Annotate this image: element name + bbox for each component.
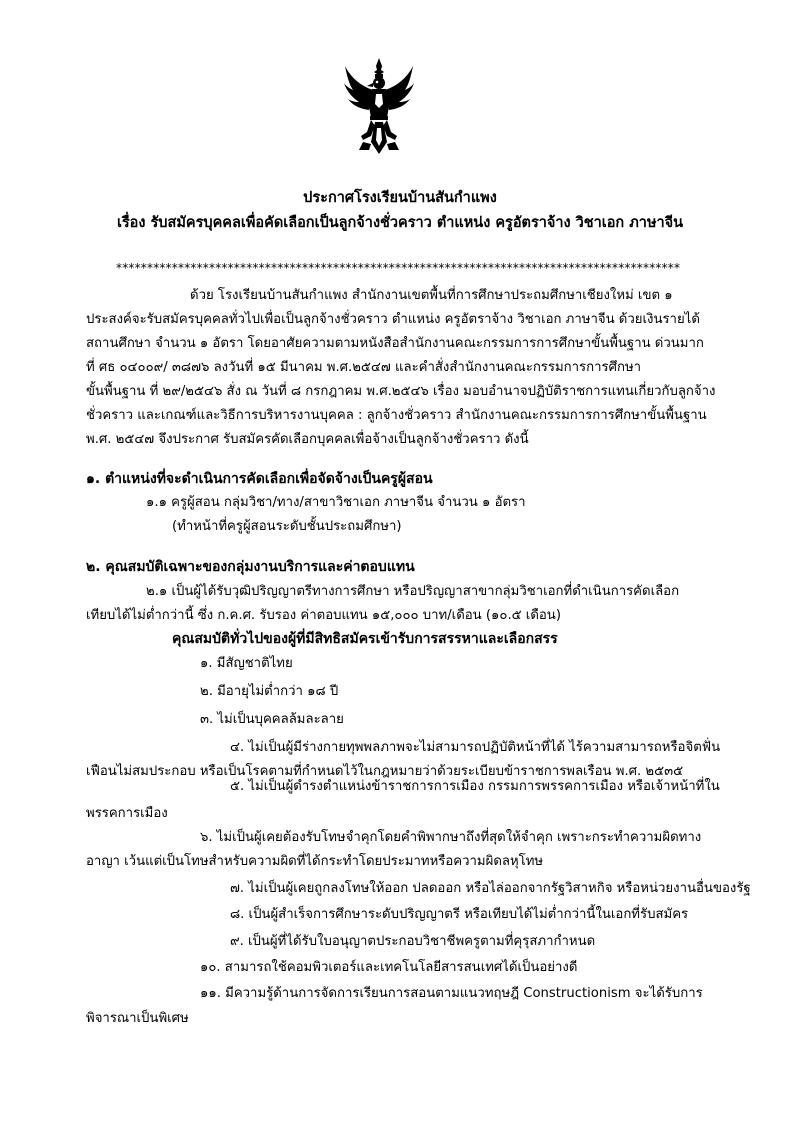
qualification-item: ๑๐. สามารถใช้คอมพิวเตอร์และเทคโนโลยีสารสนเทศได้เป็นอย่างดี [200,960,578,975]
qualification-item: ๔. ไม่เป็นผู้มีร่างกายทุพพลภาพจะไม่สามารถปฏิบัติหน้าที่ได้ ไร้ความสามารถหรือจิตฟั่น [230,740,721,755]
section-2-item: ๒.๑ เป็นผู้ได้รับวุฒิปริญญาตรีทางการศึกษา หรือปริญญาสาขากลุ่มวิชาเอกที่ดำเนินการคัดเลือก [146,584,680,599]
intro-line: ประสงค์จะรับสมัครบุคคลทั่วไปเพื่อเป็นลูกจ้างชั่วคราว ตำแหน่ง ครูอัตราจ้าง วิชาเอก ภาษาจีน ด้วยเงินรายได้ [86,312,700,327]
separator-line: ******************************************************************************************* [116,261,681,275]
qualification-item: ๗. ไม่เป็นผู้เคยถูกลงโทษให้ออก ปลดออก หรือไล่ออกจากรัฐวิสาหกิจ หรือหน่วยงานอื่นของรัฐ [230,881,751,896]
qualification-item: ๘. เป็นผู้สำเร็จการศึกษาระดับปริญญาตรี หรือเทียบได้ไม่ต่ำกว่านี้ในเอกที่รับสมัคร [230,907,689,922]
qualification-item: ๒. มีอายุไม่ต่ำกว่า ๑๘ ปี [200,684,339,699]
page-title: ประกาศโรงเรียนบ้านสันกำแพง [303,190,497,206]
qualification-item: พรรคการเมือง [86,806,168,821]
intro-line: ที่ ศธ ๐๔๐๐๙/ ๓๘๗๖ ลงวันที่ ๑๕ มีนาคม พ.ศ.๒๕๔๗ และคำสั่งสำนักงานคณะกรรมการการศึกษา [86,360,642,375]
intro-line: ด้วย โรงเรียนบ้านสันกำแพง สำนักงานเขตพื้นที่การศึกษาประถมศึกษาเชียงใหม่ เขต ๑ [190,288,673,303]
qualification-item: ๕. ไม่เป็นผู้ดำรงตำแหน่งข้าราชการการเมือง กรรมการพรรคการเมือง หรือเจ้าหน้าที่ใน [230,779,720,794]
qualification-item: เฟือนไม่สมประกอบ หรือเป็นโรคตามที่กำหนดไว้ในกฎหมายว่าด้วยระเบียบข้าราชการพลเรือน พ.ศ. ๒๕๓๕ [86,764,684,779]
intro-line: ชั่วคราว และเกณฑ์และวิธีการบริหารงานบุคคล : ลูกจ้างชั่วคราว สำนักงานคณะกรรมการการศึกษาขั้นพื้นฐาน [86,408,707,423]
qualification-item: ๖. ไม่เป็นผู้เคยต้องรับโทษจำคุกโดยคำพิพากษาถึงที่สุดให้จำคุก เพราะกระทำความผิดทาง [200,830,702,845]
intro-line: พ.ศ. ๒๕๔๗ จึงประกาศ รับสมัครคัดเลือกบุคคลเพื่อจ้างเป็นลูกจ้างชั่วคราว ดังนี้ [86,432,529,447]
section-1-note: (ทำหน้าที่ครูผู้สอนระดับชั้นประถมศึกษา) [172,519,402,534]
qualification-item: อาญา เว้นแต่เป็นโทษสำหรับความผิดที่ได้กระทำโดยประมาทหรือความผิดลหุโทษ [86,854,544,869]
intro-line: ขั้นพื้นฐาน ที่ ๒๙/๒๕๔๖ สั่ง ณ วันที่ ๘ กรกฎาคม พ.ศ.๒๕๔๖ เรื่อง มอบอำนาจปฏิบัติราชการแทนเกี่ยวกับลูกจ้าง [86,384,716,399]
section-2-item: เทียบได้ไม่ต่ำกว่านี้ ซึ่ง ก.ค.ศ. รับรอง ค่าตอบแทน ๑๕,๐๐๐ บาท/เดือน (๑๐.๕ เดือน) [86,608,561,623]
section-1-item: ๑.๑ ครูผู้สอน กลุ่มวิชา/ทาง/สาขาวิชาเอก ภาษาจีน จำนวน ๑ อัตรา [146,495,526,510]
qualification-item: ๓. ไม่เป็นบุคคลล้มละลาย [200,712,344,727]
garuda-emblem-icon [343,56,415,160]
general-qualifications-heading: คุณสมบัติทั่วไปของผู้ที่มีสิทธิสมัครเข้ารับการสรรหาและเลือกสรร [172,631,558,647]
section-2-heading: ๒. คุณสมบัติเฉพาะของกลุ่มงานบริการและค่าตอบแทน [86,559,415,575]
qualification-item: ๙. เป็นผู้ที่ได้รับใบอนุญาตประกอบวิชาชีพครูตามที่คุรุสภากำหนด [230,934,596,949]
qualification-item: ๑. มีสัญชาติไทย [200,656,293,671]
intro-line: สถานศึกษา จำนวน ๑ อัตรา โดยอาศัยความตามหนังสือสำนักงานคณะกรรมการการศึกษาขั้นพื้นฐาน ด่วนมาก [86,336,704,351]
subject-line: เรื่อง รับสมัครบุคคลเพื่อคัดเลือกเป็นลูกจ้างชั่วคราว ตำแหน่ง ครูอัตราจ้าง วิชาเอก ภาษาจีน [116,215,684,231]
qualification-item: พิจารณาเป็นพิเศษ [86,1011,189,1026]
section-1-heading: ๑. ตำแหน่งที่จะดำเนินการคัดเลือกเพื่อจัดจ้างเป็นครูผู้สอน [86,471,433,487]
qualification-item: ๑๑. มีความรู้ด้านการจัดการเรียนการสอนตามแนวทฤษฎี Constructionism จะได้รับการ [200,986,703,1001]
